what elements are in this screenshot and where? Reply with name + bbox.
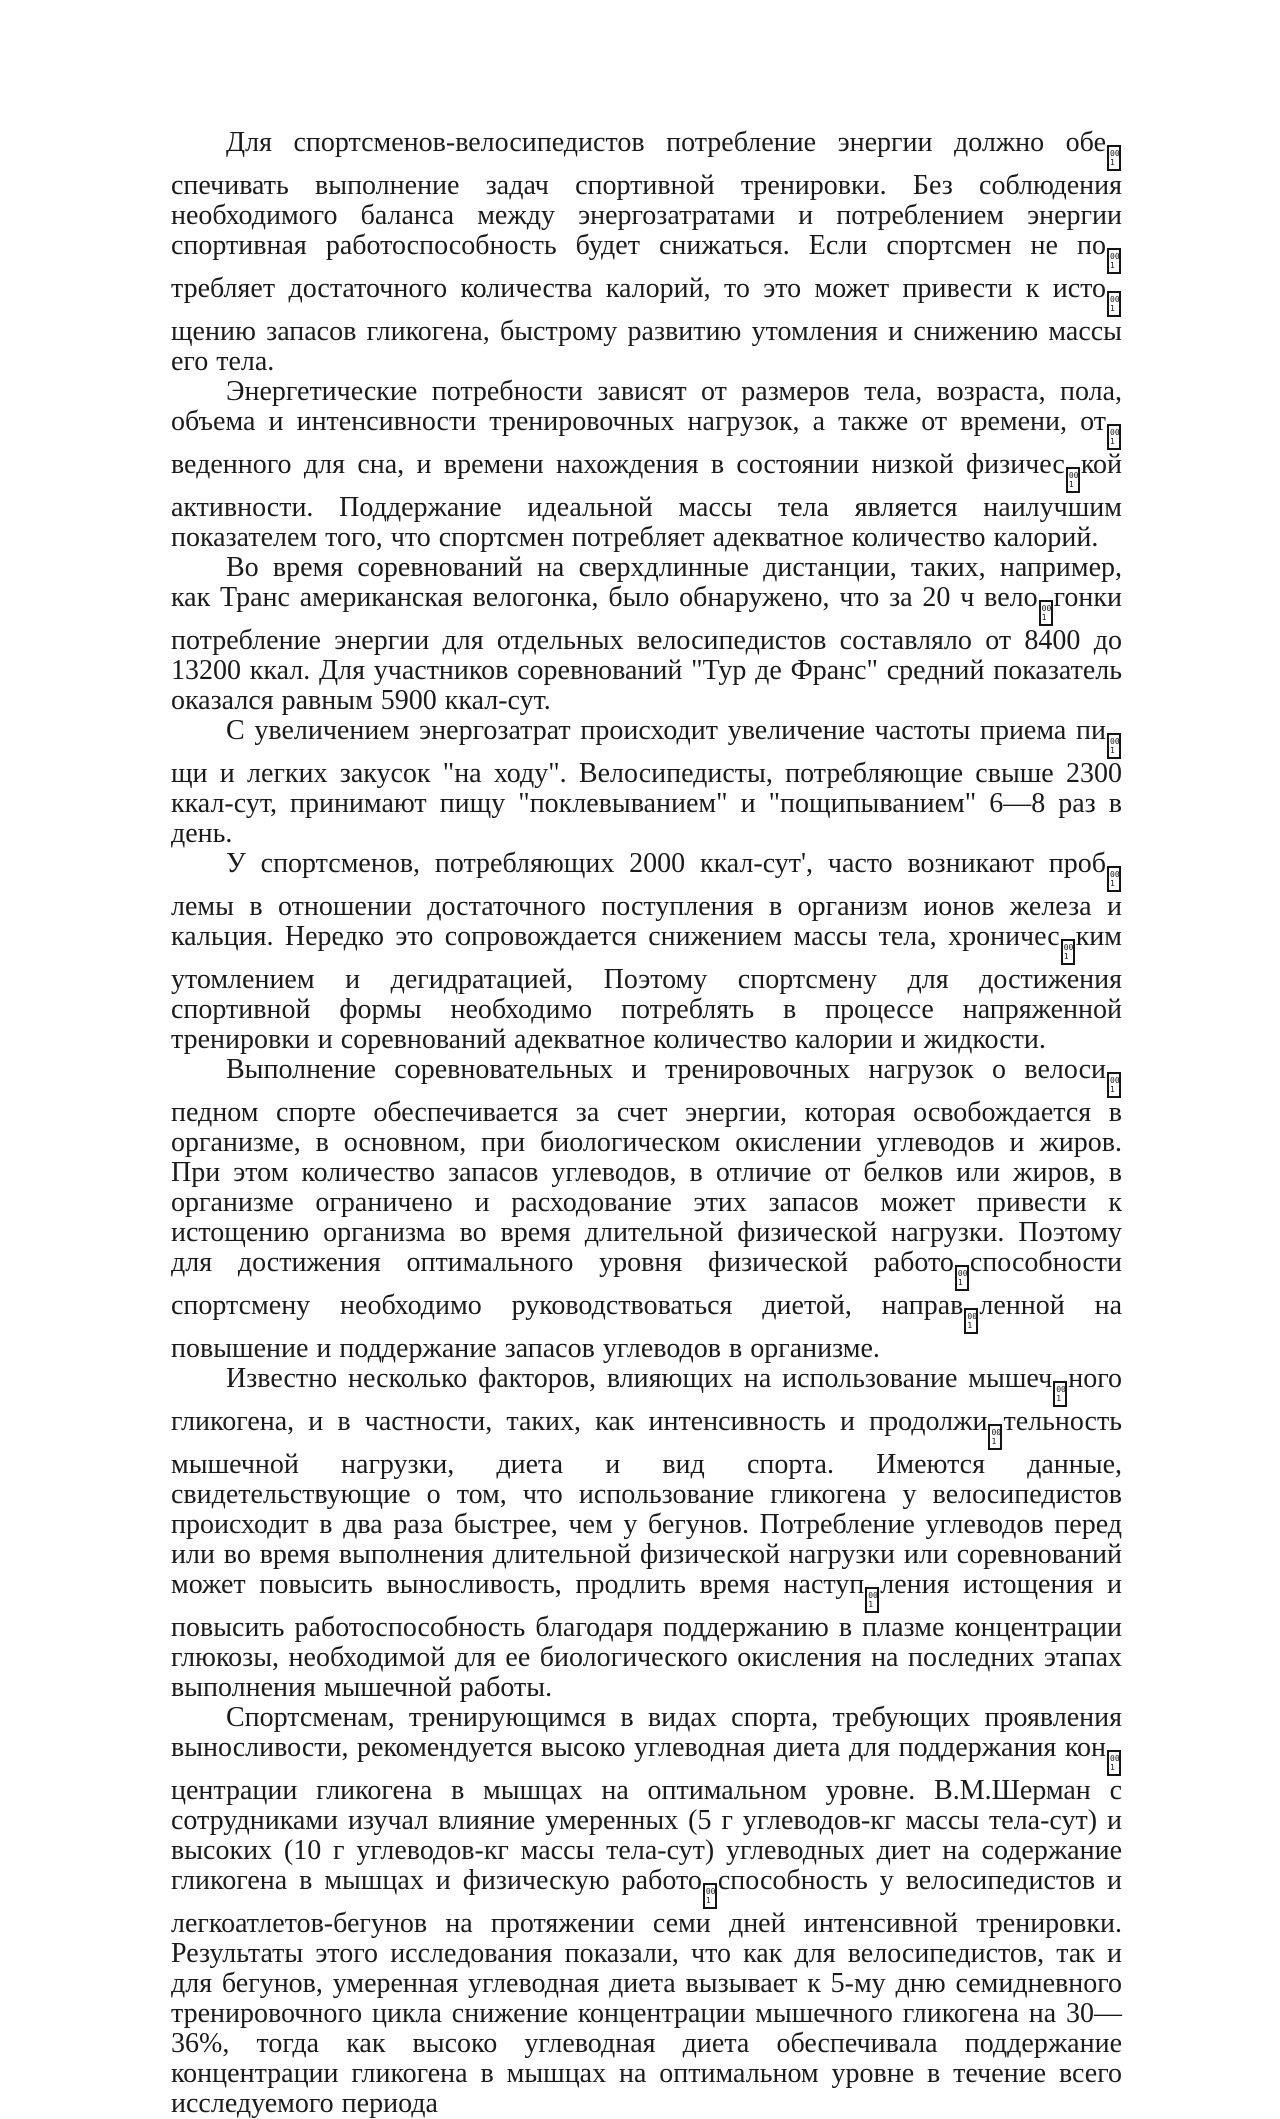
missing-glyph-box-icon: 00 1 xyxy=(1107,424,1121,450)
missing-glyph-box-icon: 00 1 xyxy=(1107,248,1121,274)
missing-glyph-box-icon: 00 1 xyxy=(988,1424,1002,1450)
missing-glyph-box-icon: 00 1 xyxy=(1107,1750,1121,1776)
missing-glyph-box-icon: 00 1 xyxy=(1107,866,1121,892)
paragraph: Известно несколько факторов, влияющих на использование мышеч 00 1 ного гликогена, и в частности, таких, как интенсивность и продолжи 00 1 тельность мышечной нагрузки, диета и вид спорта. Имеются данные, свидетельствующие о том, что использование гликогена у велосипедистов происходит в два раза быстрее, чем у бегунов. Потребление углеводов перед или во время выполнения длительной физической нагрузки или соревнований может повысить выносливость, продлить время наступ 00 1 ления истощения и повысить работоспособность благодаря поддержанию в плазме концентрации глюкозы, необходимой для ее биологического окисления на последних этапах выполнения мышечной работы. xyxy=(171,1363,1122,1703)
missing-glyph-box-icon: 00 1 xyxy=(1061,939,1075,965)
missing-glyph-box-icon: 00 1 xyxy=(955,1265,969,1291)
missing-glyph-box-icon: 00 1 xyxy=(1107,1072,1121,1098)
missing-glyph-box-icon: 00 1 xyxy=(1039,600,1053,626)
paragraph: Энергетические потребности зависят от размеров тела, возраста, пола, объема и интенсивности тренировочных нагрузок, а также от времени, от 00 1 веденного для сна, и времени нахождения в состоянии низкой физичес 00 1 кой активности. Поддержание идеальной массы тела является наилучшим показателем того, что спортсмен потребляет адекватное количество калорий. xyxy=(171,376,1122,553)
missing-glyph-box-icon: 00 1 xyxy=(1107,733,1121,759)
paragraph: Во время соревнований на сверхдлинные дистанции, таких, например, как Транс американская велогонка, было обнаружено, что за 20 ч вело 00 1 гонки потребление энергии для отдельных велосипедистов составляло от 8400 до 13200 ккал. Для участников соревнований "Тур де Франс" средний показатель оказался равным 5900 ккал-сут. xyxy=(171,552,1122,716)
missing-glyph-box-icon: 00 1 xyxy=(703,1883,717,1909)
missing-glyph-box-icon: 00 1 xyxy=(1107,145,1121,171)
missing-glyph-box-icon: 00 1 xyxy=(1107,291,1121,317)
text-block xyxy=(171,128,1122,2119)
paragraph: Спортсменам, тренирующимся в видах спорта, требующих проявления выносливости, рекомендуется высоко углеводная диета для поддержания кон 00 1 центрации гликогена в мышцах на оптимальном уровне. В.М.Шерман с сотрудниками изучал влияние умеренных (5 г углеводов-кг массы тела-сут) и высоких (10 г углеводов-кг массы тела-сут) углеводных диет на содержание гликогена в мышцах и физическую работо 00 1 способность у велосипедистов и легкоатлетов-бегунов на протяжении семи дней интенсивной тренировки. Результаты этого исследования показали, что как для велосипедистов, так и для бегунов, умеренная углеводная диета вызывает к 5-му дню семидневного тренировочного цикла снижение концентрации мышечного гликогена на 30—36%, тогда как высоко углеводная диета обеспечивала поддержание концентрации гликогена в мышцах на оптимальном уровне в течение всего исследуемого периода xyxy=(171,1702,1122,2119)
paragraph: Выполнение соревновательных и тренировочных нагрузок о велоси 00 1 педном спорте обеспечивается за счет энергии, которая освобождается в организме, в основном, при биологическом окислении углеводов и жиров. При этом количество запасов углеводов, в отличие от белков или жиров, в организме ограничено и расходование этих запасов может привести к истощению организма во время длительной физической нагрузки. Поэтому для достижения оптимального уровня физической работо 00 1 способности спортсмену необходимо руководствоваться диетой, направ 00 1 ленной на повышение и поддержание запасов углеводов в организме. xyxy=(171,1054,1123,1364)
paragraph: У спортсменов, потребляющих 2000 ккал-сут', часто возникают проб 00 1 лемы в отношении достаточного поступления в организм ионов железа и кальция. Нередко это сопровождается снижением массы тела, хроничес 00 1 ким утомлением и дегидратацией, Поэтому спортсмену для достижения спортивной формы необходимо потреблять в процессе напряженной тренировки и соревнований адекватное количество калории и жидкости. xyxy=(171,848,1122,1055)
paragraph: Для спортсменов-велосипедистов потребление энергии должно обе 00 1 спечивать выполнение задач спортивной тренировки. Без соблюдения необходимого баланса между энергозатратами и потреблением энергии спортивная работоспособность будет снижаться. Если спортсмен не по 00 1 требляет достаточного количества калорий, то это может привести к исто 00 1 щению запасов гликогена, быстрому развитию утомления и снижению массы его тела. xyxy=(171,127,1122,377)
missing-glyph-box-icon: 00 1 xyxy=(1066,467,1080,493)
paragraph: С увеличением энергозатрат происходит увеличение частоты приема пи 00 1 щи и легких закусок "на ходу". Велосипедисты, потребляющие свыше 2300 ккал-сут, принимают пищу "поклевыванием" и "пощипыванием" 6—8 раз в день. xyxy=(171,715,1122,849)
missing-glyph-box-icon: 00 1 xyxy=(865,1587,879,1613)
missing-glyph-box-icon: 00 1 xyxy=(964,1308,978,1334)
missing-glyph-box-icon: 00 1 xyxy=(1053,1381,1067,1407)
